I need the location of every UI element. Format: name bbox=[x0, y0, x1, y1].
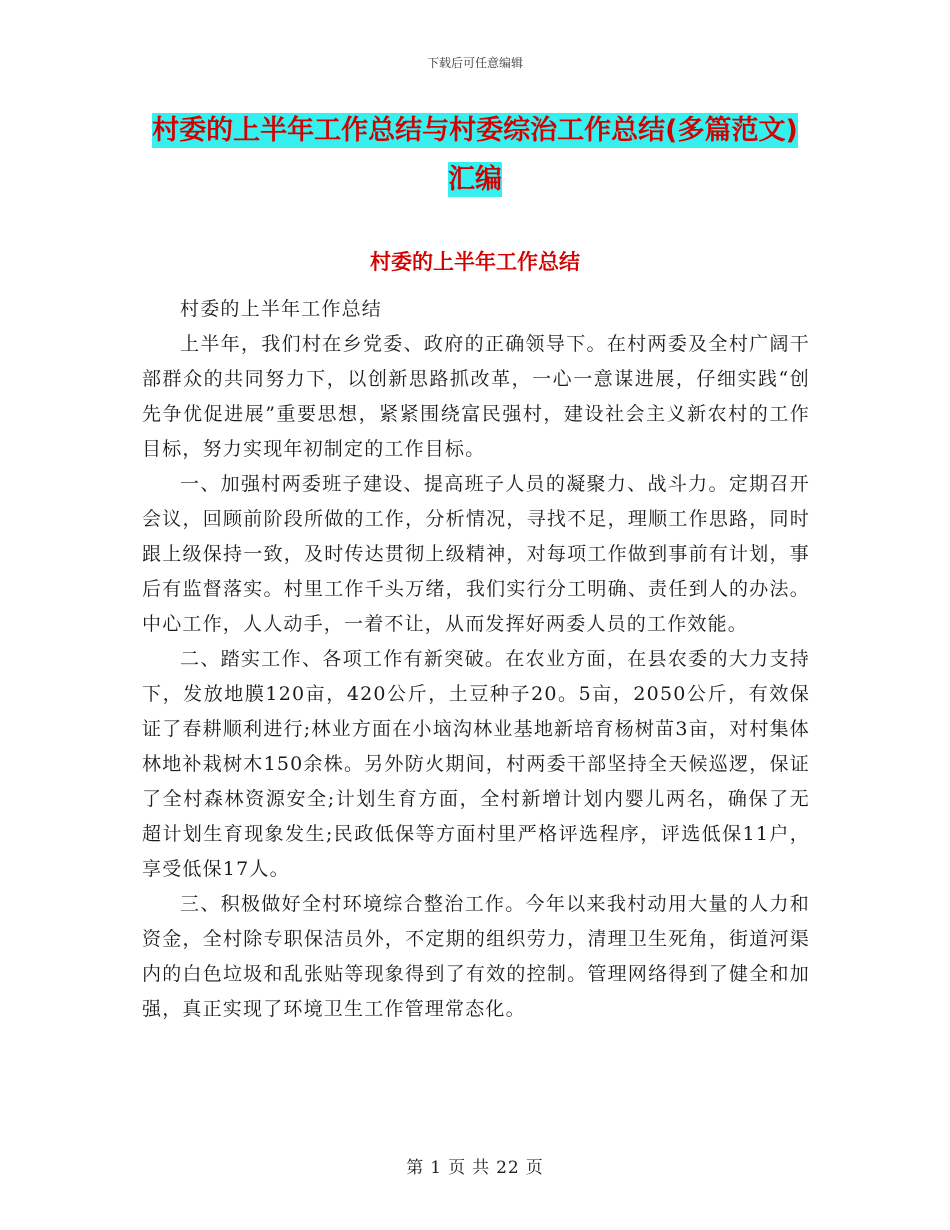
paragraph-point-1: 一、加强村两委班子建设、提高班子人员的凝聚力、战斗力。定期召开会议，回顾前阶段所做的工作，分析情况，寻找不足，理顺工作思路，同时跟上级保持一致，及时传达贯彻上级精神，对每项工作做到事前有计划，事后有监督落实。村里工作千头万绪，我们实行分工明确、责任到人的办法。中心工作，人人动手，一着不让，从而发挥好两委人员的工作效能。 bbox=[142, 473, 810, 635]
paragraph-heading: 村委的上半年工作总结 bbox=[180, 298, 383, 320]
document-title-block bbox=[140, 108, 810, 206]
page-footer bbox=[0, 1153, 950, 1178]
footer-total-prefix: 共 bbox=[472, 1158, 491, 1178]
footer-page-number: 1 bbox=[430, 1158, 443, 1178]
paragraph-intro: 上半年，我们村在乡党委、政府的正确领导下。在村两委及全村广阔干部群众的共同努力下，以创新思路抓改革，一心一意谋进展，仔细实践“创先争优促进展”重要思想，紧紧围绕富民强村，建设社会主义新农村的工作目标，努力实现年初制定的工作目标。 bbox=[142, 333, 810, 460]
paragraph-point-2: 二、踏实工作、各项工作有新突破。在农业方面，在县农委的大力支持下，发放地膜120亩，420公斤，土豆种子20。5亩，2050公斤，有效保证了春耕顺利进行;林业方面在小垴沟林业基地新培育杨树苗3亩，对村集体林地补栽树木150余株。另外防火期间，村两委干部坚持全天候巡逻，保证了全村森林资源安全;计划生育方面，全村新增计划内婴儿两名，确保了无超计划生育现象发生;民政低保等方面村里严格评选程序，评选低保11户，享受低保17人。 bbox=[142, 648, 810, 880]
footer-page-prefix: 第 bbox=[406, 1158, 425, 1178]
footer-total-pages: 22 bbox=[496, 1158, 520, 1178]
header-note: 下载后可任意编辑 bbox=[426, 56, 523, 70]
document-title: 村委的上半年工作总结与村委综治工作总结(多篇范文)汇编 bbox=[152, 115, 798, 195]
section-title: 村委的上半年工作总结 bbox=[370, 250, 580, 274]
paragraph-point-3: 三、积极做好全村环境综合整治工作。今年以来我村动用大量的人力和资金，全村除专职保洁员外，不定期的组织劳力，清理卫生死角，街道河渠内的白色垃圾和乱张贴等现象得到了有效的控制。管理网络得到了健全和加强，真正实现了环境卫生工作管理常态化。 bbox=[142, 893, 810, 1020]
document-body bbox=[142, 292, 810, 1027]
footer-total-unit: 页 bbox=[525, 1158, 544, 1178]
footer-page-unit: 页 bbox=[448, 1158, 467, 1178]
